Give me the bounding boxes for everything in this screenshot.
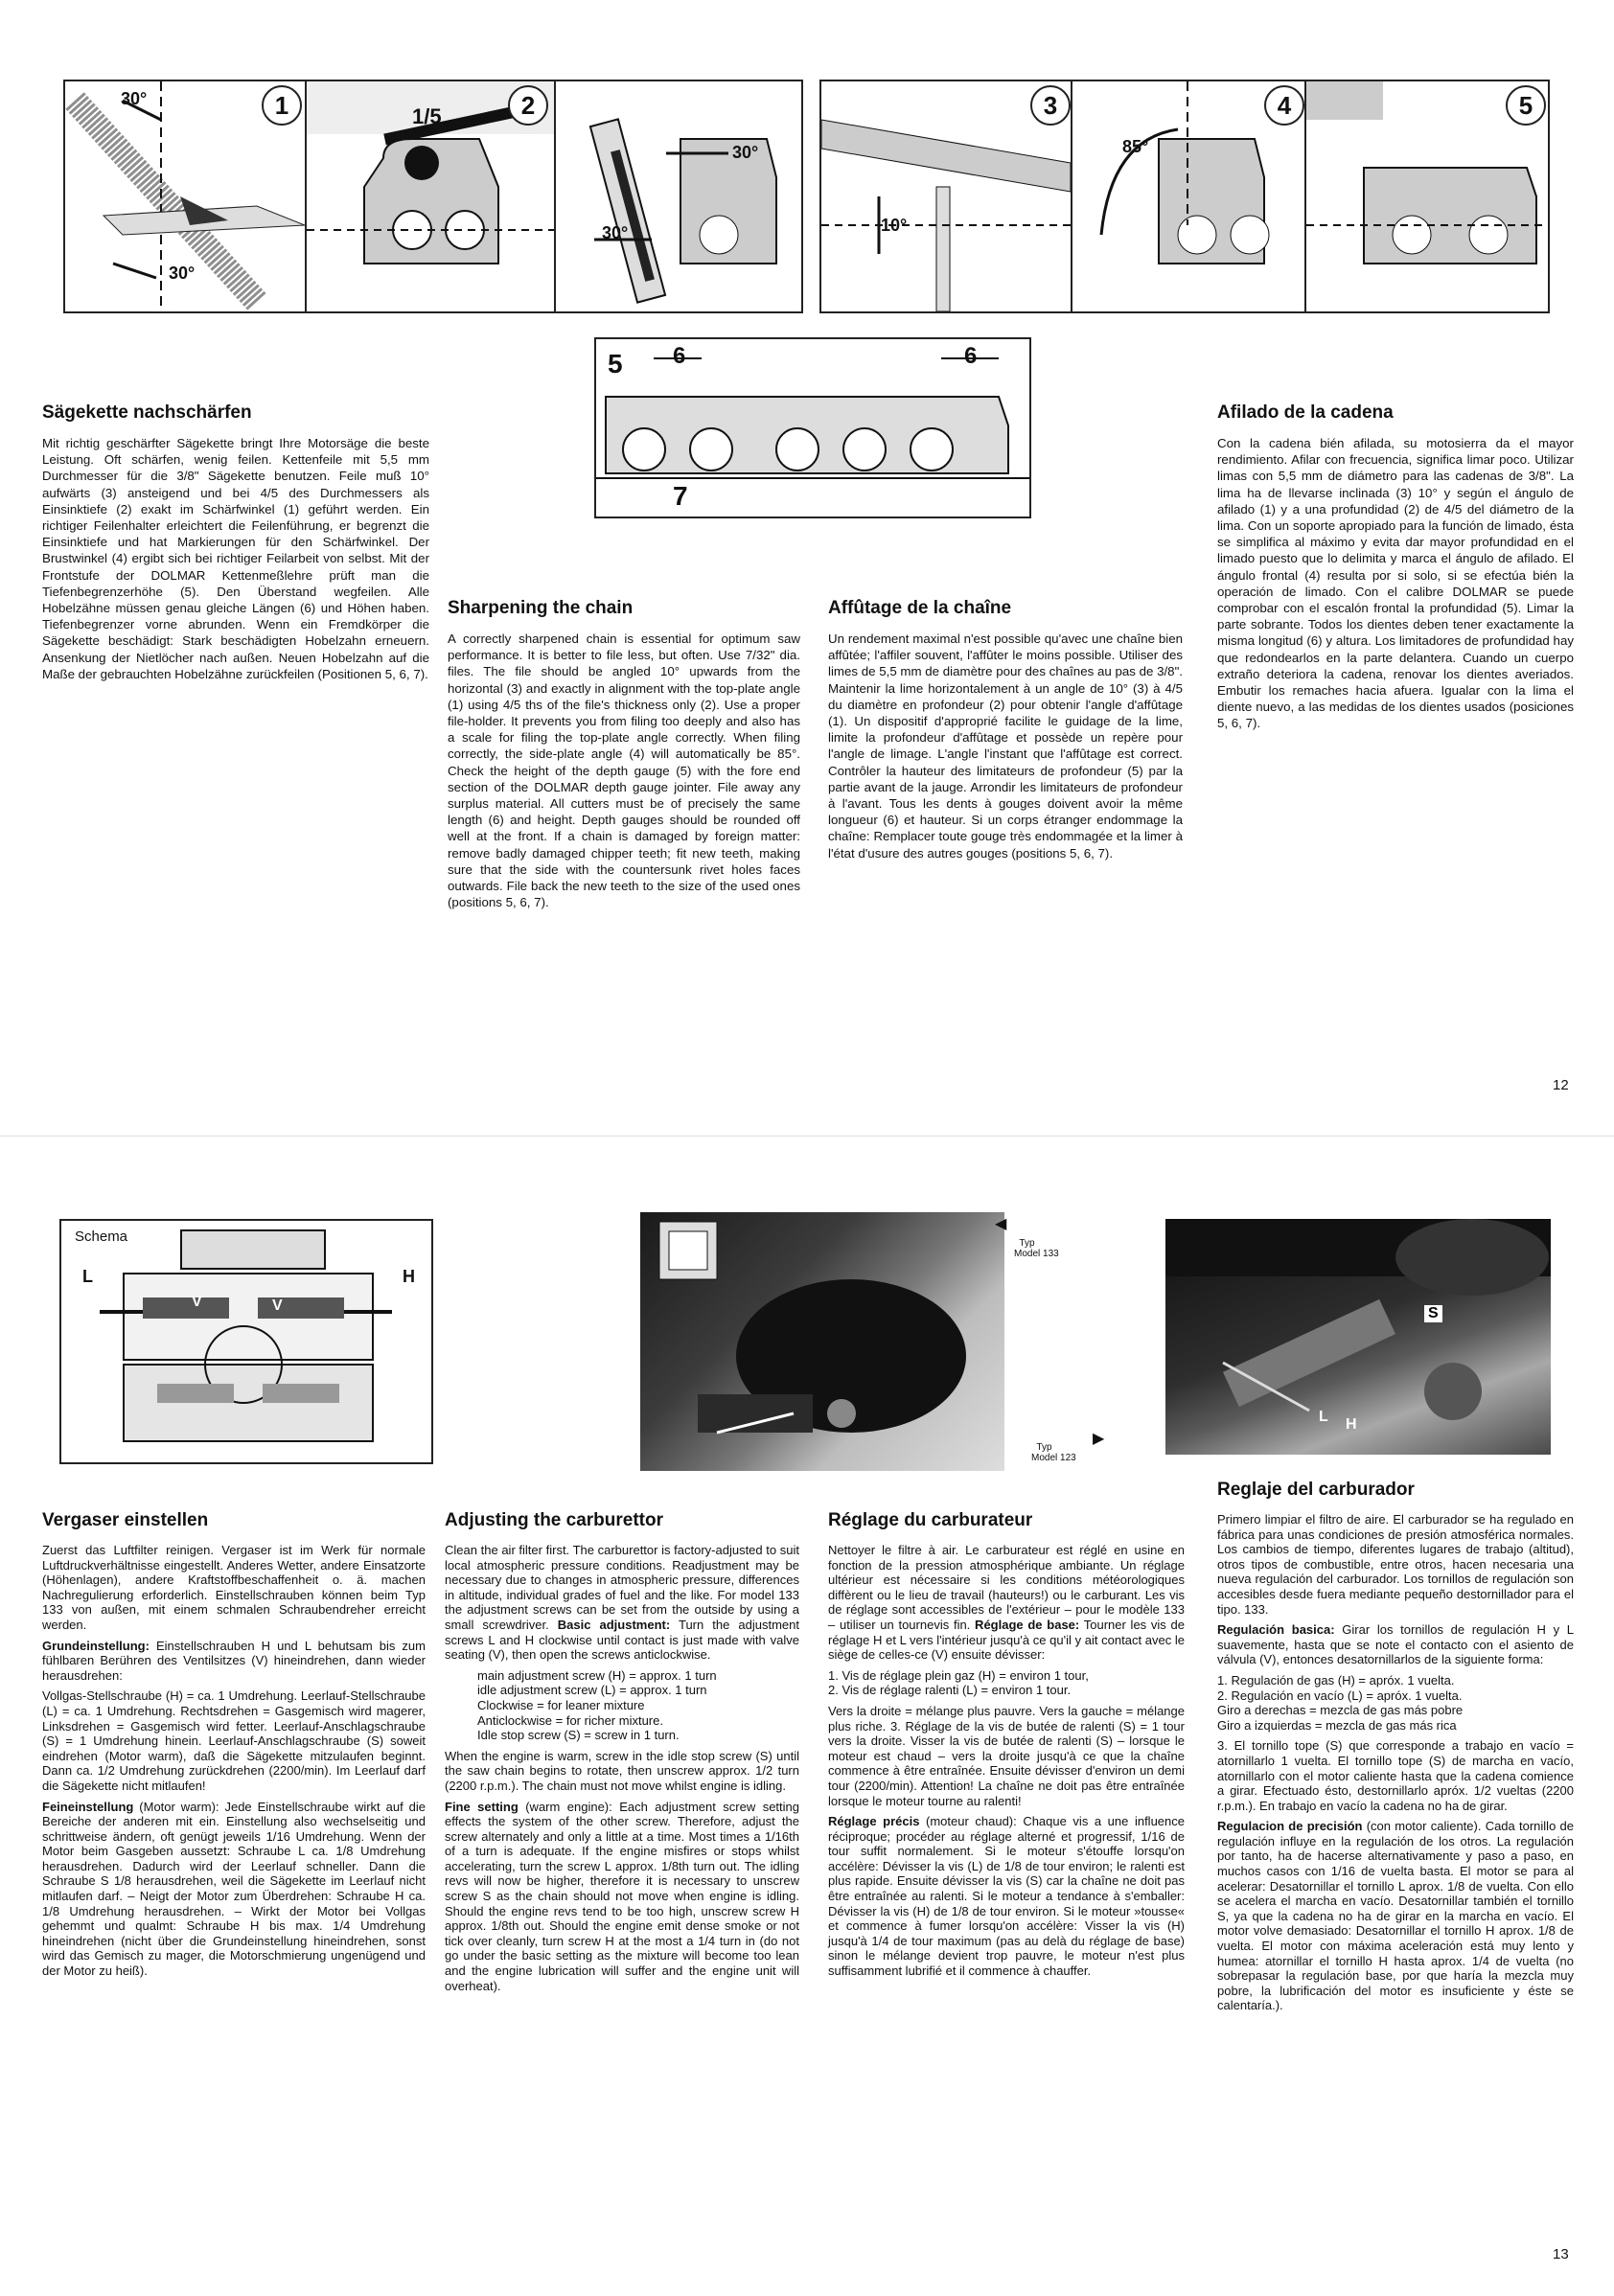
carb-de-p2: [42, 1639, 426, 1684]
section-body-en: A correctly sharpened chain is essential for optimum saw performance. It is better to file less, but often. Use 7/32" dia. files. The file should be angled 10° upwards from the horizontal (3) and exactly in alignment with the top-plate angle (1) using 4/5 ths of the file's thickness only (2). Use a proper file-holder. It prevents you from filing too deeply and also has a scale for filing the top-plate angle correctly. When filing correctly, the side-plate angle (4) will automatically be 85°. Check the height of the depth gauge (5) with the fore end section of the DOLMAR depth gauge jointer. File away any surplus material. All cutters must be of precisely the same length (6) and height. Depth gauges should be rounded off well at the front. If a chain is damaged by foreign matter: remove badly damaged chipper teeth; fit new teeth, making sure that the side with the countersunk rivet holes faces outwards. File back the new teeth to the size of the used ones (positions 5, 6, 7).: [448, 631, 800, 910]
carb-fr-p1b-text: Tourner les vis de réglage H et L vers l'intérieur jusqu'à ce qu'il y ait contact avec le siège de celles-ce (V) ensuite dévisser:: [828, 1617, 1185, 1663]
carb-de-p4-bold: Feineinstellung: [42, 1799, 134, 1814]
diagram-depth-gauge: [1304, 80, 1550, 313]
length-label-6a: 6: [673, 343, 686, 369]
carb-fr-p3: [828, 1814, 1185, 1979]
carb-es-setting-4: Giro a izquierdas = mezcla de gas más rica: [1217, 1717, 1457, 1733]
page-number-13: 13: [1553, 2246, 1569, 2262]
carb-es-p2: [1217, 1622, 1574, 1667]
carb-fr-setting-1: 1. Vis de réglage plein gaz (H) = environ 1 tour,: [828, 1667, 1089, 1683]
carb-en-p3-bold: Fine setting: [445, 1799, 519, 1814]
carb-en-p1-bold: Basic adjustment:: [548, 1617, 671, 1632]
section-body-de: Mit richtig geschärfter Sägekette bringt Ihre Motorsäge die beste Leistung. Oft schärfen, wenig feilen. Kettenfeile mit 5,5 mm Durchmesser für die 3/8" Sägekette benutzen. Feile muß 10° aufwärts (3) ansteigend und bei 4/5 des Durchmessers als Einsinktiefe (2) exakt im Schärfwinkel (1) geführt werden. Ein richtiger Feilenhalter erleichtert die Feilenführung, er begrenzt die Einsinktiefe und hat Markierungen für den Schärfwinkel. Der Brustwinkel (4) ergibt sich bei richtiger Feilarbeit von selbst. Mit der Frontstufe der DOLMAR Kettenmeßlehre prüft man die Tiefenbegrenzerhöhe (5). Den Überstand wegfeilen. Alle Hobelzähne müssen genau gleiche Längen (6) und Höhen haben. Tiefenbegrenzer vorne abrunden. Wenn ein Fremdkörper die Sägekette beschädigt: Stark beschädigten Hobelzahn erneuern. Ansenkung der Nietlöcher nach außen. Neuen Hobelzahn auf die Maße der gebrauchten Hobelzähne zurückfeilen (Positionen 5, 6, 7).: [42, 436, 429, 681]
carb-en-p1-text: Clean the air filter first. The carburettor is factory-adjusted to suit local atmospheric pressure conditions. Readjustment may be necessary due to changes in atmospheric pressure, differences in altitude, individual grades of fuel and the like. For model 133 the adjustment screws can be set from the outside by using a small screwdriver.: [445, 1543, 799, 1632]
carb-fr-p1: [828, 1543, 1185, 1663]
carb-fr-p1-text: Nettoyer le filtre à air. Le carburateur est réglé en usine en fonction de la pression atmosphérique ambiante. Un réglage ultérieur est nécessaire si les conditions météorologiques diffèrent ou le lieu de travail (hauteurs!) ou le carburant. Les vis de réglage sont accessibles de l'extérieur – pour le modèle 133 – utiliser un tournevis fin.: [828, 1543, 1185, 1632]
section-body-es: Con la cadena bién afilada, su motosierra da el mayor rendimiento. Afilar con frecuencia, significa limar poco. Utilizar limas con 5,5 mm de diámetro para las cadenas de 3/8". La lima ha de llevarse inclinada (3) 10° y según el ángulo de afilado (1) y a una profundidad (2) de 4/5 del diámetro de la lima. Con un soporte apropiado para la función de limado, ésta se simplifica al máximo y evita dar mayor profundidad en el limado puesto que lo delimita y marca el ángulo de afilado. El ángulo frontal (4) resulta por si solo, si se efectúa bién la operación de limado. Con el calibre DOLMAR se puede comprobar con el escalón frontal la profundidad (5). Limar la parte sobrante. Todos los dientes deben tener exactamente la misma longitud (6) y altura. Los limitadores de profundidad hay que redondearlos en la parte delantera. Cuando un cuerpo extraño deteriora la cadena, renovar los dientes averiados. Embutir los remaches hacia afuera. Igualar con la lima el diente nuevo, a las medidas de los dientes usados (posiciones 5, 6, 7).: [1217, 436, 1574, 731]
arrow-left-icon: ◀: [995, 1216, 1007, 1232]
carb-es-settings: [1217, 1673, 1574, 1733]
saw-photo-model-133: [640, 1212, 1007, 1471]
photo-S-label: S: [1424, 1305, 1442, 1322]
schema-label: Schema: [75, 1228, 128, 1245]
carb-photo-model-123: [1165, 1219, 1551, 1455]
carb-de-p4: [42, 1800, 426, 1979]
model-123-tag: [1031, 1431, 1105, 1474]
section-body-fr: Un rendement maximal n'est possible qu'avec une chaîne bien affûtée; l'affiler souvent, l'affûter le moins possible. Utiliser des limes de 5,5 mm de diamètre pour des chaînes au pas de 3/8". Maintenir la lime horizontalement à un angle de 10° (3) à 4/5 du diamètre en profondeur (2) pour obtenir l'angle d'affûtage (1). Un dispositif d'approprié facilite le guidage de la lime, limite la profondeur d'affûtage et possède un repère pour l'angle de limage. L'angle l'instant que l'affûtage est correct. Contrôler la hauteur des limitateurs de profondeur (5) par la partie avant de la jauge. Arrondir les limitateurs de profondeur à l'avant. Tous les dents à gouges doivent avoir la même longueur (6) et hauteur. Si un corps étranger endommage la chaîne: Remplacer toute gouge très endommagée et la limer à l'état d'usure des autres gouges (positions 5, 6, 7).: [828, 631, 1183, 861]
carb-en-setting-5: Idle stop screw (S) = screw in 1 turn.: [477, 1728, 680, 1743]
carb-en-p1b-text: Turn the adjustment screws L and H clockwise until contact is just made with valve seating (V), then open the screws anticlockwise.: [445, 1617, 799, 1663]
carb-en-p3: [445, 1800, 799, 1994]
diagram-file-incline: [819, 80, 1072, 313]
model-133-tag: [995, 1216, 1059, 1259]
section-en-sharpening: [448, 598, 800, 916]
carb-en-p2: When the engine is warm, screw in the idle stop screw (S) until the saw chain begins to rotate, then unscrew approx. 1/2 turn (2200 r.p.m.). The chain must not move whilst engine is idling.: [445, 1748, 799, 1793]
carb-es-p4-bold: Regulacion de precisión: [1217, 1819, 1363, 1834]
section-fr-carburettor: [828, 1510, 1185, 1985]
carburettor-schema: [59, 1219, 433, 1464]
carb-es-p4-text: (con motor caliente). Cada tornillo de regulación influye en la regulación de los otros. La regulación por tanto, ha de hacerse alternativamente y paso a paso, en muchos casos con 1/16 de vuelta basta. El motor se para al acelerar: Desatornillar el tornillo L aprox. 1/8 de vuelta. Con ello se acelera el marcha en vacío. Desatornillar también el tornillo S, ya que la cadena no ha de girar en la marcha en vacío. El motor volve demasiado: Desatornillar el tornillo H aprox. 1/8 de vuelta. El motor con máxima aceleración está muy lento y humea: atornillar el tornillo H hasta aprox. 1/4 de vuelta (no sobrepasar la regulación base, por que haría la mezcla muy pobre, la lubrificación del motor es insuficiente y éste se calentaría.).: [1217, 1819, 1574, 2013]
model-133-label: Typ Model 133: [1014, 1238, 1059, 1259]
carb-photo-graphic: [1165, 1219, 1551, 1455]
carb-en-setting-2: idle adjustment screw (L) = approx. 1 turn: [477, 1683, 707, 1698]
carb-title-en: Adjusting the carburettor: [445, 1510, 664, 1530]
carb-en-setting-4: Anticlockwise = for richer mixture.: [477, 1712, 663, 1728]
schema-V-label-2: V: [272, 1297, 283, 1314]
arrow-right-icon: ▶: [1093, 1431, 1105, 1447]
model-123-label: Typ Model 123: [1031, 1442, 1076, 1463]
section-title-fr: Affûtage de la chaîne: [828, 598, 1012, 618]
angle-label-right: 30°: [732, 143, 759, 162]
carb-es-setting-3: Giro a derechas = mezcla de gas más pobre: [1217, 1703, 1464, 1718]
carb-de-p2-bold: Grundeinstellung:: [42, 1638, 150, 1653]
schema-H-label: H: [403, 1267, 415, 1286]
carb-fr-setting-2: 2. Vis de réglage ralenti (L) = environ 1 tour.: [828, 1683, 1072, 1698]
section-de-sharpening: [42, 402, 429, 688]
carb-fr-p2: Vers la droite = mélange plus pauvre. Vers la gauche = mélange plus riche. 3. Réglage de la vis de butée de ralenti (S) = 1 tour vers la droite. Visser la vis de butée de ralenti (S) – lorsque le moteur est chaud – vers la droite jusqu'à ce que la chaîne commence à être entraînée. Ensuite dévisser d'environ un demi tour (2200/min). Attention! La chaîne ne doit pas être entraînée lorsque le moteur tourne au ralenti!: [828, 1703, 1185, 1808]
step-number-2: 2: [508, 85, 548, 126]
carb-en-setting-1: main adjustment screw (H) = approx. 1 turn: [477, 1667, 717, 1683]
carb-es-p1: Primero limpiar el filtro de aire. El carburador se ha regulado en fábrica para unas condiciones de presión atmosférica normales. Los cambios de tiempo, diferentes lugares de trabajo (altitud), otros tipos de combustible, entre otros, hacen necesaria una nueva regulación del carburador. Los tornillos de regulación son accesibles desde fuera mediante pequeño destornillador para el tipo. 133.: [1217, 1512, 1574, 1617]
carb-en-p1: [445, 1543, 799, 1663]
depth-label-5: 5: [608, 349, 623, 379]
carb-es-p4: [1217, 1819, 1574, 2013]
file-holder-diagram: [556, 81, 801, 311]
photo-L-label: L: [1319, 1409, 1328, 1425]
diagram-cutter-lengths: [594, 337, 1031, 518]
angle-85-label: 85°: [1122, 137, 1149, 156]
section-es-sharpening: [1217, 402, 1574, 738]
section-title-de: Sägekette nachschärfen: [42, 402, 252, 423]
carb-title-de: Vergaser einstellen: [42, 1510, 209, 1530]
schema-L-label: L: [82, 1267, 93, 1286]
carb-en-setting-3: Clockwise = for leaner mixture: [477, 1697, 645, 1712]
carb-de-p4-text: (Motor warm): Jede Einstellschraube wirkt auf die Bereiche der anderen mit ein. Einstellung also wechselseitig und schrittweise ändern, oft genügt jeweils 1/16 Umdrehung. Wenn der Motor beim Gasgeben aussetzt: Schraube L ca. 1/8 Umdrehung herausdrehen. Dadurch wird der Leerlauf schneller. Dann die Schraube S 1/8 herausdrehen, weil die Sägekette im Leerlauf nicht mitlaufen darf. – Neigt der Motor zum Überdrehen: Schraube H ca. 1/8 Umdrehung herausdrehen. – Wirkt der Motor bei Vollgas gehemmt und qualmt: Schraube H bis max. 1/4 Umdrehung hineindrehen (nicht über die Grundeinstellung hineindrehen, sonst wird das Gemisch zu mager, die Motorschmierung ungenügend und der Motor zu heiß).: [42, 1799, 426, 1979]
step-number-4: 4: [1264, 85, 1304, 126]
angle-10-label: 10°: [881, 216, 908, 235]
page-number-12: 12: [1553, 1077, 1569, 1093]
carb-de-p1: Zuerst das Luftfilter reinigen. Vergaser ist im Werk für normale Luftdruckverhältnisse eingestellt. Anderes Wetter, andere Einsatzorte (Höhenlagen), andere Kraftstoffbeschaffenheit o. ä. machen Nachregulierung erforderlich. Einstellschrauben können beim Typ 133 von außen, mit einem schmalen Schraubendreher erreicht werden.: [42, 1543, 426, 1632]
carb-es-p3: 3. El tornillo tope (S) que corresponde a trabajo en vacío = atornillarlo 1 vuelta. El tornillo tope (S) de marcha en vacío, atornillarlo con el motor caliente hasta que la cadena comience a girar. Efectuado ésto, destornillarlo apróx. 1/2 vueltas (2200 r.p.m.). En trabajo en vacío la cadena no ha de girar.: [1217, 1738, 1574, 1813]
carb-fr-p1-bold: Réglage de base:: [970, 1617, 1080, 1632]
diagram-side-angle: [1071, 80, 1306, 313]
carb-fr-p3-text: (moteur chaud): Chaque vis a une influence réciproque; procéder au réglage alterné et progressif, 1/16 de tour suffit normalement. Si le moteur s'étouffe lorsqu'on accélère: Dévisser la vis (L) de 1/8 de tour environ; le ralenti est plus rapide. Ensuite dévisser la vis (S) car la chaîne ne doit pas être entraînée au ralenti. Si le moteur a tendance à s'emballer: Dévisser la vis (H) de 1/8 de tour environ. Si le moteur »tousse« et commence à fumer lorsqu'on accélère: Visser la vis (H) jusqu'à 1/4 de tour maximum (pas au delà du réglage de base) sinon le mélange devient trop pauvre, le moteur n'est plus suffisamment lubrifié et il commence à chauffer.: [828, 1814, 1185, 1979]
angle-label-top: 30°: [121, 89, 148, 108]
diagram-file-depth: [305, 80, 556, 313]
carb-title-es: Reglaje del carburador: [1217, 1480, 1415, 1500]
carb-es-setting-1: 1. Regulación de gas (H) = apróx. 1 vuelta.: [1217, 1672, 1455, 1688]
schema-drawing: [61, 1221, 431, 1462]
diagram-top-angle: [63, 80, 307, 313]
carb-title-fr: Réglage du carburateur: [828, 1510, 1033, 1530]
fraction-label: 1/5: [412, 104, 442, 128]
step-number-5: 5: [1506, 85, 1546, 126]
diagram-file-holder: [554, 80, 803, 313]
page-divider: [0, 1136, 1614, 1137]
section-title-es: Afilado de la cadena: [1217, 402, 1394, 423]
step-number-3: 3: [1030, 85, 1071, 126]
carb-de-p3: Vollgas-Stellschraube (H) = ca. 1 Umdrehung. Leerlauf-Stellschraube (L) = ca. 1 Umdrehung. Rechtsdrehen = Gasgemisch wird magerer, Linksdrehen = Gasgemisch wird fetter. Leerlauf-Anschlagschraube (S) = 1 Umdrehung hinein. Leerlauf-Anschlagschraube (S) soweit eindrehen (Motor warm), daß die Sägekette mitzulaufen beginnt. Dann ca. 1/2 Umdrehung zurückdrehen (2200/min). Im Leerlauf darf die Sägekette nicht mitlaufen!: [42, 1688, 426, 1793]
section-de-carburettor: [42, 1510, 426, 1985]
carb-en-settings: [445, 1668, 799, 1743]
section-fr-sharpening: [828, 598, 1183, 867]
section-title-en: Sharpening the chain: [448, 598, 634, 618]
schema-V-label-1: V: [192, 1294, 202, 1310]
carb-de-p2-text: Einstellschrauben H und L behutsam bis zum fühlbaren Berühren des Ventilsitzes (V) hineindrehen, dann wieder herausdrehen:: [42, 1638, 426, 1683]
step-number-1: 1: [262, 85, 302, 126]
carb-es-p2-bold: Regulación basica:: [1217, 1622, 1335, 1638]
carb-es-setting-2: 2. Regulación en vacío (L) = apróx. 1 vuelta.: [1217, 1688, 1463, 1703]
section-en-carburettor: [445, 1510, 799, 1999]
length-label-6b: 6: [964, 343, 978, 369]
photo-H-label: H: [1346, 1416, 1357, 1433]
height-label-7: 7: [673, 481, 688, 511]
carb-en-p3-text: (warm engine): Each adjustment screw setting effects the system of the other screw. Therefore, adjust the screw alternately and only a little at a time. Most times a 1/16th of a turn is adequate. If the engine misfires or stops whilst accelerating, turn the screw L approx. 1/8th turn out. The idling revs will now be higher, therefore it is necessary to unscrew screw S as the chain should not move when engine is idling. Should the engine revs tend to be too high, unscrew screw H approx. 1/8th out. Should the engine emit dense smoke or not tick over cleanly, turn screw H at the most a 1/4 turn in (do not go under the basic setting as the mixture will become too lean and the engine lubrication will suffer and the engine unit will overheat).: [445, 1799, 799, 1993]
carb-fr-p3-bold: Réglage précis: [828, 1814, 920, 1829]
carb-fr-settings: [828, 1668, 1185, 1698]
carb-es-p2-text: Girar los tornillos de regulación H y L suavemente, hasta que se note el contacto con el asiento de válvula (V), entonces desatornillarlos de la siguiente forma:: [1217, 1622, 1574, 1667]
section-es-carburettor: [1217, 1480, 1574, 2019]
angle-label-left: 30°: [602, 223, 629, 242]
angle-label-bottom: 30°: [169, 264, 196, 283]
saw-photo-graphic: [640, 1212, 1007, 1471]
